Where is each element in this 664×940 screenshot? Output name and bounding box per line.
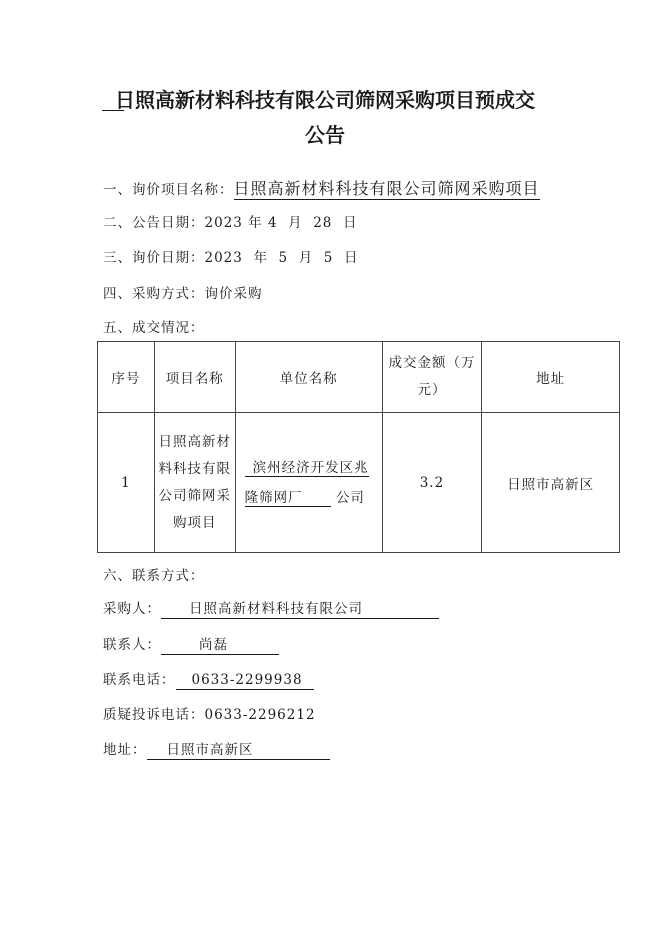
result-table — [97, 341, 620, 553]
complaint-phone-value: 0633-2296212 — [204, 707, 316, 723]
result-heading-label: 五、成交情况： — [103, 320, 205, 336]
header-seq: 序号 — [98, 342, 155, 413]
contact-person-line — [103, 633, 279, 655]
row-amount: 3.2 — [382, 413, 482, 553]
inquiry-date-line — [103, 246, 358, 266]
row-address: 日照市高新区 — [482, 413, 620, 553]
procurement-method-line — [103, 282, 263, 302]
row-seq: 1 — [98, 413, 155, 553]
header-amount-line1: 成交金额（万 — [388, 355, 476, 371]
inquiry-date-label: 三、询价日期： — [103, 250, 205, 266]
supplier-name-suffix: 公司 — [335, 489, 365, 506]
header-address: 地址 — [482, 342, 620, 413]
header-project: 项目名称 — [154, 342, 235, 413]
buyer-value: 日照高新材料科技有限公司 — [161, 597, 439, 619]
page-title: 日照高新材料科技有限公司筛网采购项目预成交 — [115, 88, 535, 112]
result-heading — [103, 316, 205, 336]
complaint-phone-line — [103, 703, 316, 723]
contact-heading — [103, 564, 205, 584]
phone-value: 0633-2299938 — [176, 672, 314, 690]
address-label: 地址： — [103, 742, 147, 758]
header-amount — [382, 342, 482, 413]
header-amount-line2: 元） — [417, 382, 447, 398]
header-unit: 单位名称 — [235, 342, 382, 413]
buyer-line — [103, 597, 439, 619]
procurement-method-label: 四、采购方式： — [103, 286, 205, 302]
contact-person-value: 尚磊 — [161, 633, 279, 655]
supplier-name-part2: 隆筛网厂 — [245, 490, 331, 507]
project-name-label: 一、询价项目名称： — [103, 182, 234, 198]
supplier-name-part1: 滨州经济开发区兆 — [245, 460, 369, 477]
row-project — [154, 413, 235, 553]
procurement-method-value: 询价采购 — [204, 286, 263, 302]
page-title-line2: 公告 — [305, 123, 345, 147]
row-project-line: 料科技有限 — [158, 460, 231, 477]
complaint-phone-label: 质疑投诉电话： — [103, 707, 205, 723]
inquiry-date-value: 2023 年 5 月 5 日 — [204, 250, 359, 266]
supplier-name — [245, 453, 373, 513]
row-project-line: 购项目 — [173, 514, 217, 531]
row-project-line: 公司筛网采 — [158, 487, 231, 504]
table-row — [98, 413, 620, 553]
row-unit — [235, 413, 382, 553]
buyer-label: 采购人： — [103, 601, 161, 617]
announce-date-line — [103, 211, 357, 231]
phone-label: 联系电话： — [103, 672, 176, 688]
row-project-line: 日照高新材 — [158, 433, 231, 450]
contact-heading-label: 六、联系方式： — [103, 568, 205, 584]
phone-line — [103, 668, 314, 690]
table-header-row — [98, 342, 620, 413]
announce-date-label: 二、公告日期： — [103, 215, 205, 231]
address-line — [103, 738, 330, 760]
project-name-value: 日照高新材料科技有限公司筛网采购项目 — [233, 179, 540, 198]
announce-date-value: 2023 年 4 月 28 日 — [204, 215, 358, 231]
project-name-line — [103, 176, 540, 199]
contact-person-label: 联系人： — [103, 637, 161, 653]
address-value: 日照市高新区 — [147, 738, 330, 760]
